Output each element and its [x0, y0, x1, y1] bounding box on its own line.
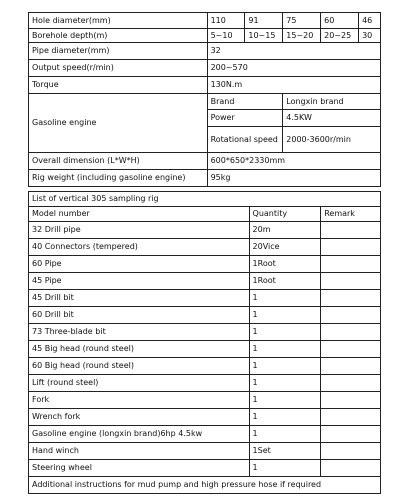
- part-model-cell: Lift (round steel): [29, 375, 250, 392]
- part-quantity-cell: 1Root: [249, 256, 321, 273]
- spec-value: 46: [359, 13, 381, 29]
- part-model-cell: 73 Three-blade bit: [29, 324, 250, 341]
- table-row: [29, 375, 381, 392]
- spec-row-engine-brand: [29, 94, 381, 110]
- list-title: List of vertical 305 sampling rig: [29, 192, 381, 207]
- part-remark-cell: [321, 375, 381, 392]
- engine-sub-label: Power: [207, 110, 283, 127]
- spec-label: Output speed(r/min): [29, 60, 208, 77]
- table-row: [29, 290, 381, 307]
- part-remark-cell: [321, 290, 381, 307]
- part-remark-cell: [321, 460, 381, 477]
- part-quantity-cell: 1: [249, 426, 321, 443]
- part-model-cell: Gasoline engine (longxin brand)6hp 4.5kw: [29, 426, 250, 443]
- table-row: [29, 443, 381, 460]
- column-header-remark: Remark: [321, 207, 381, 222]
- part-model-cell: Hand winch: [29, 443, 250, 460]
- part-remark-cell: [321, 222, 381, 239]
- list-header-row: [29, 207, 381, 222]
- table-row: [29, 239, 381, 256]
- spec-row-pipe-diameter: [29, 43, 381, 60]
- column-header-quantity: Quantity: [249, 207, 321, 222]
- part-remark-cell: [321, 426, 381, 443]
- spec-row-hole-diameter: [29, 13, 381, 29]
- part-model-cell: 60 Pipe: [29, 256, 250, 273]
- part-quantity-cell: 20Vice: [249, 239, 321, 256]
- part-quantity-cell: 1: [249, 341, 321, 358]
- part-quantity-cell: 1: [249, 358, 321, 375]
- spec-label: Hole diameter(mm): [29, 13, 208, 29]
- table-row: [29, 358, 381, 375]
- part-remark-cell: [321, 273, 381, 290]
- table-row: [29, 307, 381, 324]
- engine-sub-value: 4.5KW: [283, 110, 381, 127]
- spec-value: 32: [207, 43, 380, 60]
- table-row: [29, 222, 381, 239]
- part-quantity-cell: 1: [249, 375, 321, 392]
- parts-list-table: [28, 191, 381, 494]
- list-footer-note: Additional instructions for mud pump and high pressure hose if required: [29, 477, 381, 494]
- part-model-cell: Wrench fork: [29, 409, 250, 426]
- spec-value: 75: [283, 13, 321, 29]
- spec-label: Gasoline engine: [29, 94, 208, 153]
- list-footer-row: [29, 477, 381, 494]
- spec-value: 20~25: [321, 29, 359, 43]
- part-remark-cell: [321, 324, 381, 341]
- spec-value: 30: [359, 29, 381, 43]
- table-row: [29, 256, 381, 273]
- spec-row-borehole-depth: [29, 29, 381, 43]
- part-model-cell: 40 Connectors (tempered): [29, 239, 250, 256]
- part-quantity-cell: 20m: [249, 222, 321, 239]
- spec-row-output-speed: [29, 60, 381, 77]
- part-quantity-cell: 1Root: [249, 273, 321, 290]
- spec-value: 10~15: [245, 29, 283, 43]
- part-model-cell: Steering wheel: [29, 460, 250, 477]
- table-row: [29, 392, 381, 409]
- part-quantity-cell: 1: [249, 392, 321, 409]
- column-header-model: Model number: [29, 207, 250, 222]
- list-title-row: [29, 192, 381, 207]
- table-row: [29, 426, 381, 443]
- engine-sub-label: Brand: [207, 94, 283, 110]
- part-model-cell: 45 Big head (round steel): [29, 341, 250, 358]
- part-quantity-cell: 1: [249, 307, 321, 324]
- table-row: [29, 324, 381, 341]
- part-model-cell: 45 Pipe: [29, 273, 250, 290]
- part-remark-cell: [321, 409, 381, 426]
- part-model-cell: 60 Big head (round steel): [29, 358, 250, 375]
- spec-value: 200~570: [207, 60, 380, 77]
- part-quantity-cell: 1Set: [249, 443, 321, 460]
- spec-label: Pipe diameter(mm): [29, 43, 208, 60]
- spec-label: Rig weight (including gasoline engine): [29, 170, 208, 187]
- spec-value: 600*650*2330mm: [207, 153, 380, 170]
- part-remark-cell: [321, 392, 381, 409]
- spec-value: 5~10: [207, 29, 245, 43]
- part-remark-cell: [321, 239, 381, 256]
- spec-table: [28, 12, 381, 187]
- spec-value: 95kg: [207, 170, 380, 187]
- spec-row-overall-dimension: [29, 153, 381, 170]
- part-model-cell: 45 Drill bit: [29, 290, 250, 307]
- engine-sub-label: Rotational speed: [207, 127, 283, 153]
- spec-row-rig-weight: [29, 170, 381, 187]
- spec-label: Torque: [29, 77, 208, 94]
- spec-label: Borehole depth(m): [29, 29, 208, 43]
- part-quantity-cell: 1: [249, 290, 321, 307]
- engine-sub-value: Longxin brand: [283, 94, 381, 110]
- spec-row-torque: [29, 77, 381, 94]
- spec-value: 91: [245, 13, 283, 29]
- table-row: [29, 409, 381, 426]
- engine-sub-value: 2000-3600r/min: [283, 127, 381, 153]
- part-model-cell: 60 Drill bit: [29, 307, 250, 324]
- part-model-cell: Fork: [29, 392, 250, 409]
- part-remark-cell: [321, 256, 381, 273]
- part-quantity-cell: 1: [249, 324, 321, 341]
- spec-label: Overall dimension (L*W*H): [29, 153, 208, 170]
- spec-value: 110: [207, 13, 245, 29]
- part-remark-cell: [321, 443, 381, 460]
- part-quantity-cell: 1: [249, 460, 321, 477]
- part-model-cell: 32 Drill pipe: [29, 222, 250, 239]
- table-row: [29, 341, 381, 358]
- table-row: [29, 460, 381, 477]
- part-quantity-cell: 1: [249, 409, 321, 426]
- part-remark-cell: [321, 307, 381, 324]
- spec-value: 15~20: [283, 29, 321, 43]
- table-row: [29, 273, 381, 290]
- part-remark-cell: [321, 358, 381, 375]
- spec-value: 130N.m: [207, 77, 380, 94]
- part-remark-cell: [321, 341, 381, 358]
- spec-value: 60: [321, 13, 359, 29]
